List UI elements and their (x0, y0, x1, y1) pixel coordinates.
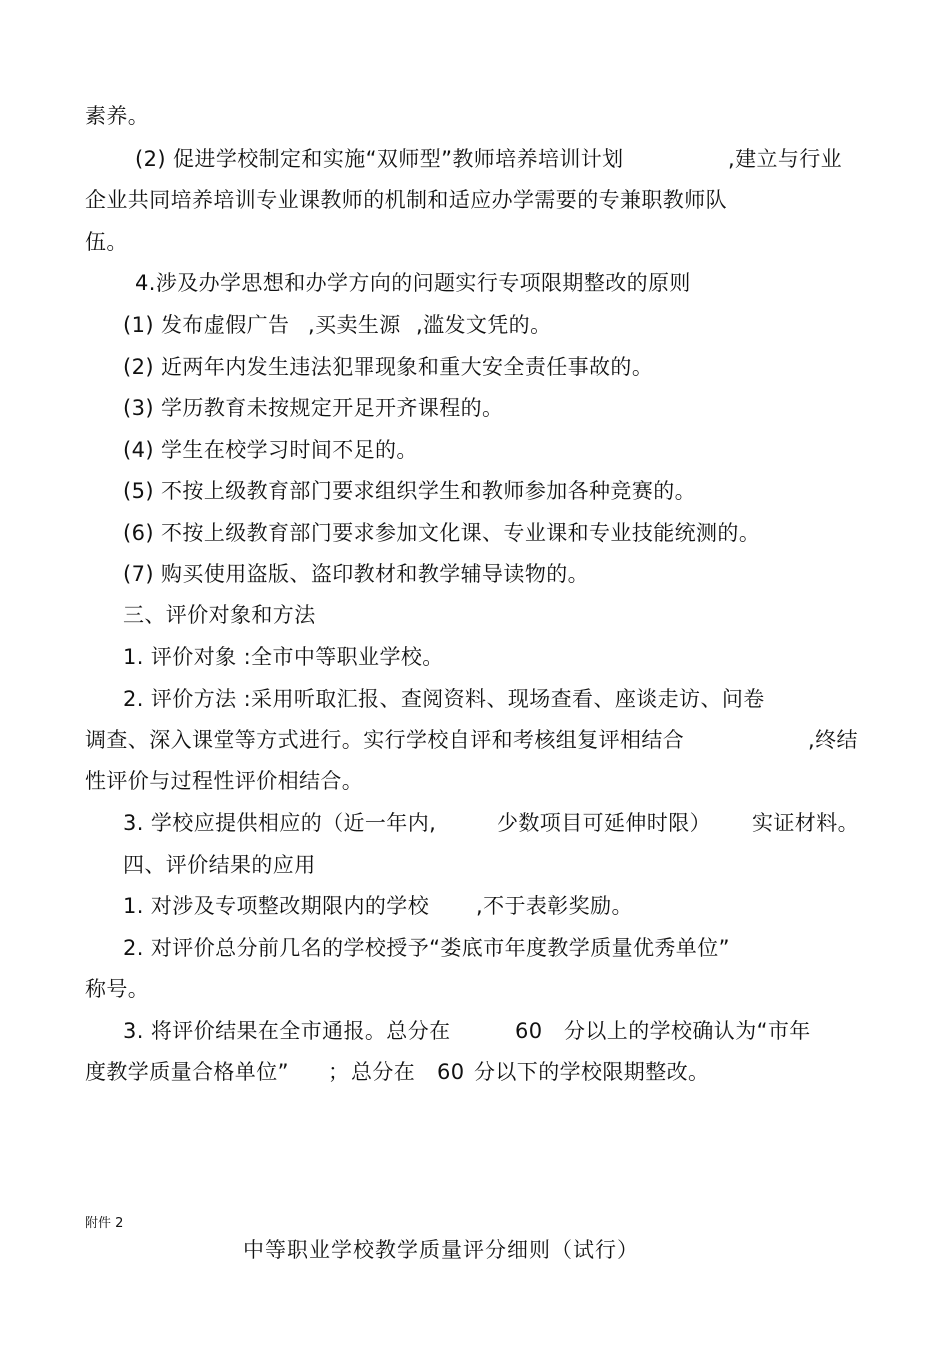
attachment-label: 附件 2 (85, 1216, 124, 1231)
paragraph-line: 少数项目可延伸时限） (497, 811, 711, 835)
paragraph-line: 称号。 (85, 977, 150, 1001)
paragraph-line: 调查、深入课堂等方式进行。实行学校自评和考核组复评相结合 (85, 728, 685, 752)
paragraph-line: 1. 评价对象 :全市中等职业学校。 (123, 645, 444, 669)
paragraph-line: 企业共同培养培训专业课教师的机制和适应办学需要的专兼职教师队 (85, 188, 727, 212)
list-item: (7) 购买使用盗版、盗印教材和教学辅导读物的。 (123, 562, 590, 586)
paragraph-line: 2. 对评价总分前几名的学校授予“娄底市年度教学质量优秀单位” (123, 936, 730, 960)
list-item: ,滥发文凭的。 (416, 313, 552, 337)
paragraph-line: 总分在 (351, 1060, 416, 1084)
paragraph-line: 分以下的学校限期整改。 (474, 1060, 710, 1084)
section-heading: 四、评价结果的应用 (123, 853, 316, 877)
paragraph-line: 伍。 (85, 230, 128, 254)
list-item: (2) 近两年内发生违法犯罪现象和重大安全责任事故的。 (123, 355, 654, 379)
list-item: (5) 不按上级教育部门要求组织学生和教师参加各种竞赛的。 (123, 479, 697, 503)
list-item: (4) 学生在校学习时间不足的。 (123, 438, 418, 462)
section-heading: 4.涉及办学思想和办学方向的问题实行专项限期整改的原则 (135, 271, 691, 295)
list-item: (1) 发布虚假广告 (123, 313, 290, 337)
paragraph-line: 性评价与过程性评价相结合。 (85, 769, 364, 793)
paragraph-line: 3. 学校应提供相应的（近一年内, (123, 811, 437, 835)
section-heading: 三、评价对象和方法 (123, 603, 316, 627)
paragraph-line: ,终结 (808, 728, 858, 752)
paragraph-line: 60 (437, 1060, 465, 1084)
paragraph-line: ,建立与行业 (728, 147, 843, 171)
paragraph-line: 60 (515, 1019, 543, 1043)
list-item: (3) 学历教育未按规定开足开齐课程的。 (123, 396, 504, 420)
paragraph-line: ； (328, 1060, 350, 1084)
paragraph-line: 实证材料。 (752, 811, 859, 835)
list-item: ,买卖生源 (308, 313, 401, 337)
paragraph-line: 1. 对涉及专项整改期限内的学校 (123, 894, 430, 918)
list-item: (6) 不按上级教育部门要求参加文化课、专业课和专业技能统测的。 (123, 521, 761, 545)
paragraph-line: 素养。 (85, 104, 150, 128)
paragraph-line: ,不于表彰奖励。 (476, 894, 633, 918)
attachment-title: 中等职业学校教学质量评分细则（试行） (243, 1238, 639, 1262)
paragraph-line: 3. 将评价结果在全市通报。总分在 (123, 1019, 451, 1043)
paragraph-line: (2) 促进学校制定和实施“双师型”教师培养培训计划 (135, 147, 624, 171)
paragraph-line: 分以上的学校确认为“市年 (564, 1019, 811, 1043)
paragraph-line: 2. 评价方法 :采用听取汇报、查阅资料、现场查看、座谈走访、问卷 (123, 687, 765, 711)
paragraph-line: 度教学质量合格单位” (85, 1060, 289, 1084)
